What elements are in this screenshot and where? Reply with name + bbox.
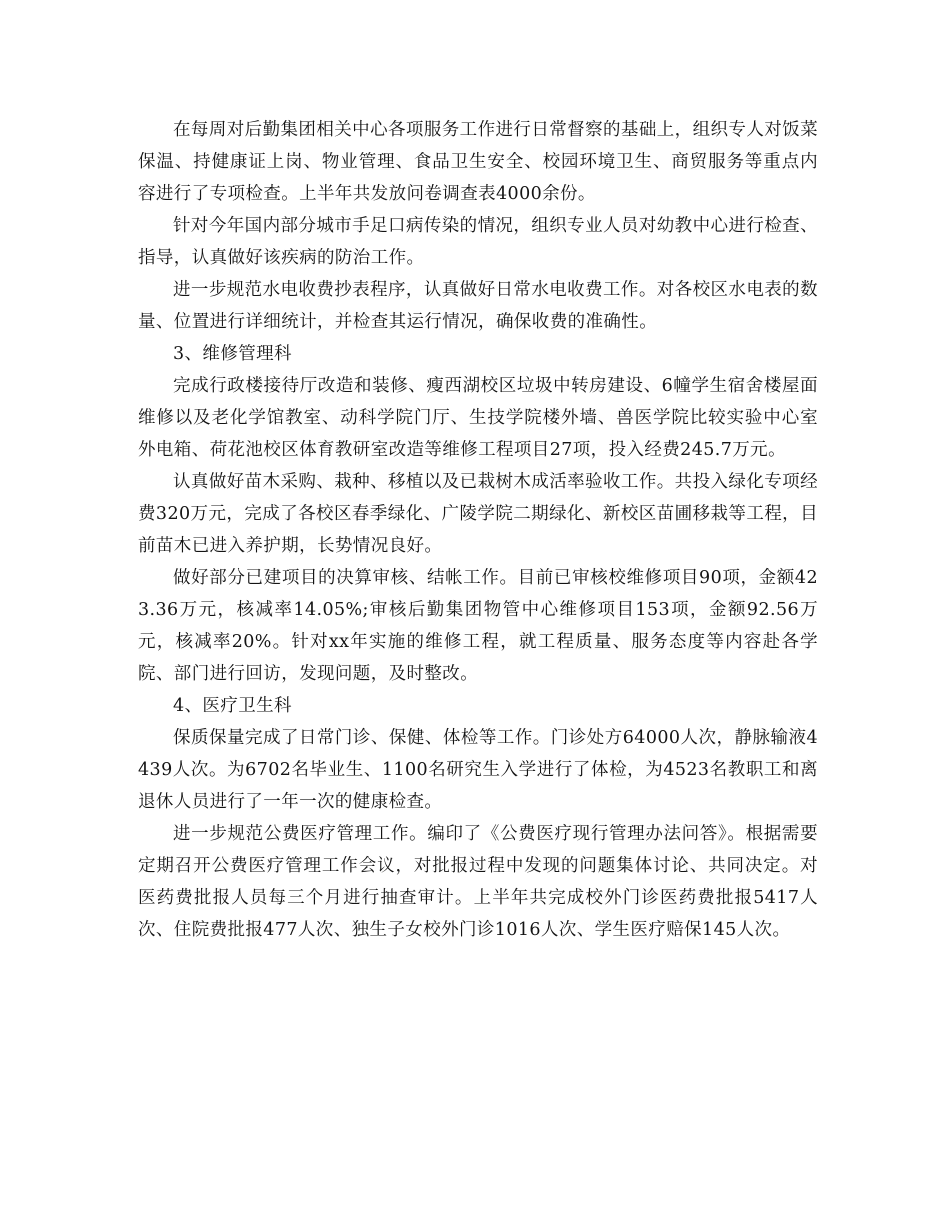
paragraph-audit: 做好部分已建项目的决算审核、结帐工作。目前已审核校维修项目90项，金额423.36万元，核减率14.05%;审核后勤集团物管中心维修项目153项，金额92.56万元，核减率20%。针对xx年实施的维修工程，就工程质量、服务态度等内容赴各学院、部门进行回访，发现问题，及时整改。 [138, 568, 818, 684]
paragraph-utility-billing: 进一步规范水电收费抄表程序，认真做好日常水电收费工作。对各校区水电表的数量、位置进行详细统计，并检查其运行情况，确保收费的准确性。 [138, 280, 818, 332]
paragraph-greening: 认真做好苗木采购、栽种、移植以及已栽树木成活率验收工作。共投入绿化专项经费320万元，完成了各校区春季绿化、广陵学院二期绿化、新校区苗圃移栽等工程，目前苗木已进入养护期，长势情况良好。 [138, 472, 818, 556]
paragraph-inspection: 在每周对后勤集团相关中心各项服务工作进行日常督察的基础上，组织专人对饭菜保温、持健康证上岗、物业管理、食品卫生安全、校园环境卫生、商贸服务等重点内容进行了专项检查。上半年共发放问卷调查表4000余份。 [138, 120, 818, 204]
section-heading-maintenance: 3、维修管理科 [173, 344, 292, 364]
paragraph-hfmd-prevention: 针对今年国内部分城市手足口病传染的情况，组织专业人员对幼教中心进行检查、指导，认真做好该疾病的防治工作。 [138, 216, 818, 268]
paragraph-maintenance-projects: 完成行政楼接待厅改造和装修、瘦西湖校区垃圾中转房建设、6幢学生宿舍楼屋面维修以及老化学馆教室、动科学院门厅、生技学院楼外墙、兽医学院比较实验中心室外电箱、荷花池校区体育教研室改造等维修工程项目27项，投入经费245.7万元。 [138, 376, 818, 460]
paragraph-clinic-work: 保质保量完成了日常门诊、保健、体检等工作。门诊处方64000人次，静脉输液4439人次。为6702名毕业生、1100名研究生入学进行了体检，为4523名教职工和离退休人员进行了一年一次的健康检查。 [138, 728, 818, 812]
section-heading-medical: 4、医疗卫生科 [173, 696, 292, 716]
paragraph-public-medical: 进一步规范公费医疗管理工作。编印了《公费医疗现行管理办法问答》。根据需要定期召开公费医疗管理工作会议，对批报过程中发现的问题集体讨论、共同决定。对医药费批报人员每三个月进行抽查审计。上半年共完成校外门诊医药费批报5417人次、住院费批报477人次、独生子女校外门诊1016人次、学生医疗赔保145人次。 [138, 824, 818, 940]
document-body [138, 114, 818, 946]
